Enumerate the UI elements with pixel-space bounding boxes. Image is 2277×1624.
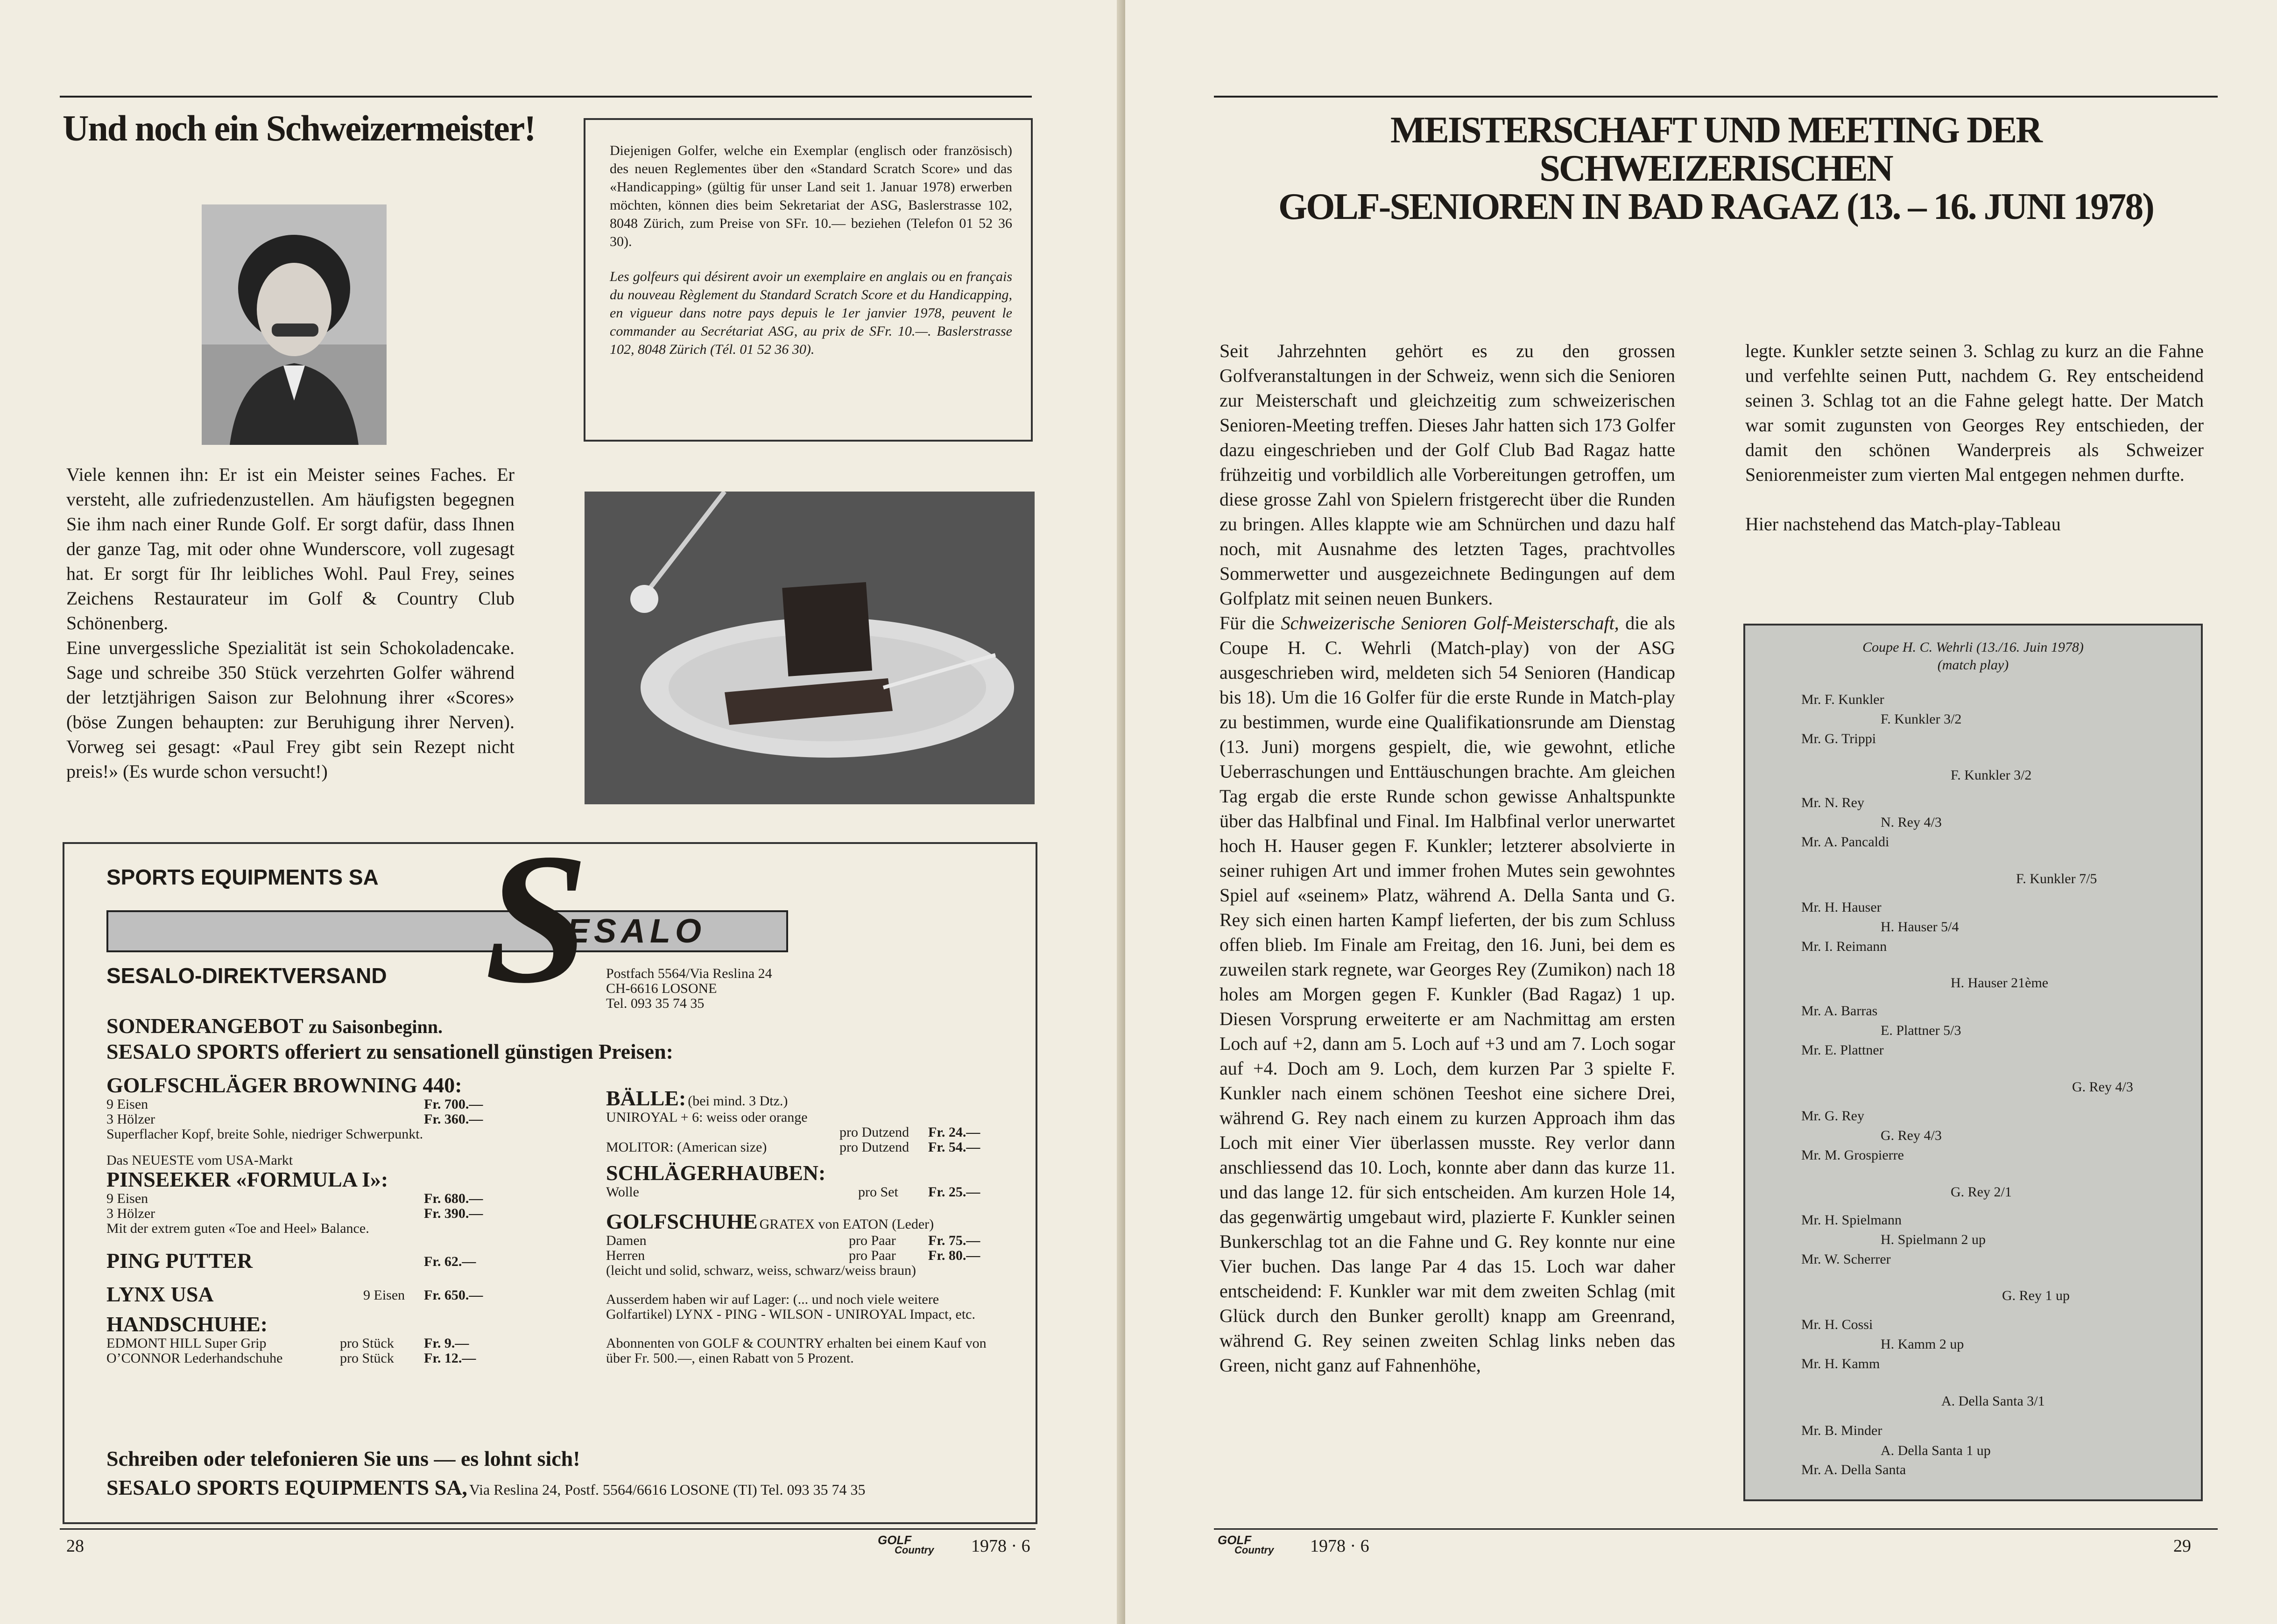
match-play-tableau bbox=[1743, 624, 2203, 1501]
col2-paragraph-2: Hier nachstehend das Match-play-Tableau bbox=[1745, 513, 2061, 534]
article-paragraph-2: Eine unvergessliche Spezialität ist sein Schokoladencake. Sage und schreibe 350 Stück verzehrten Golfer während der letztjährigen Saison zur Belohnung ihrer «Scores» (böse Zungen behaupten: zur Beruhigung ihrer Nerven). Vorweg sei gesagt: «Paul Frey gibt sein Rezept nicht preis!» (Es wurde schon versucht!) bbox=[66, 637, 515, 782]
issue-left: 1978 · 6 bbox=[971, 1536, 1030, 1556]
schuhe-row: Herren pro Paar Fr. 80.— bbox=[606, 1248, 980, 1263]
tableau-entry: Mr. G. Rey bbox=[1801, 1108, 1864, 1124]
ad-logo-word: ESALO bbox=[567, 913, 706, 950]
ad-address-line-1: Postfach 5564/Via Reslina 24 bbox=[606, 966, 772, 981]
footer-rule bbox=[1214, 1528, 2218, 1530]
tableau-entry: H. Spielmann 2 up bbox=[1881, 1232, 1986, 1247]
page-number-left: 28 bbox=[66, 1536, 84, 1556]
col1-paragraph-2: Für die Schweizerische Senioren Golf-Meisterschaft, die als Coupe H. C. Wehrli (Match-play) von der ASG ausgeschrieben wird, meldeten sich 54 Senioren (Handicap bis 18). Um die 16 Golfer für die erste Runde in Match-play zu bestimmen, wurde eine Qualifikationsrunde am Dienstag (13. Juni) morgens gespielt, die, wie gewohnt, etliche Ueberraschungen und Enttäuschungen brachte. Am gleichen Tag ergab die erste Runde schon gewisse Anhaltspunkte über das Halbfinal und Final. Im Halbfinal verlor unerwartet hoch H. Hauser gegen F. Kunkler; letzterer absolvierte in seiner ruhigen Art und immer frohen Mutes sein gewohntes Spiel auf «seinem» Platz, während A. Della Santa und G. Rey sich einen harten Kampf lieferten, der bis zum Schluss offen blieb. Im Finale am Freitag, den 16. Juni, bei dem es zuweilen stark regnete, war Georges Rey (Zumikon) nach 18 holes am Morgen gegen F. Kunkler (Bad Ragaz) 1 up. Diesen Vorsprung erweiterte er am Nachmittag am ersten Loch auf +2, dann am 5. Loch auf +3 und am 7. Loch sogar auf +4. Doch am 9. Loch, dem kurzen Par 3 spielte F. Kunkler nach einem schönen Teeshot eine sichere Drei, während G. Rey nach einem zu kurzen Approach ihm das Loch mit einer Vier überlassen musste. Rey verlor dann anschliessend das 10. Loch, konnte aber dann das kurze 11. und das lange 12. für sich entscheiden. Am kurzen Hole 14, das gegenwärtig umgebaut wird, plazierte F. Kunkler seinen Bunkerschlag tot an die Fahne und G. Rey konnte nur eine Vier buchen. Das lange Par 4 das 15. Loch war daher entscheidend: F. Kunkler war mit dem zweiten Schlag (mit Glück durch den Bunker gerollt) knapp am Greenrand, während G. Rey seinen zweiten Schlag links neben das Green, nicht ganz auf Fahnenhöhe, bbox=[1220, 612, 1675, 1376]
issue-right: 1978 · 6 bbox=[1310, 1536, 1369, 1556]
ad-logo-letter: S bbox=[485, 815, 589, 1022]
cake-photo bbox=[585, 492, 1035, 804]
title-line-1: MEISTERSCHAFT UND MEETING DER SCHWEIZERISCHEN bbox=[1390, 110, 2041, 189]
col2-paragraph-1: legte. Kunkler setzte seinen 3. Schlag zu kurz an die Fahne und verfehlte seinen Putt, nachdem G. Rey entscheidend seinen 3. Schlag tot an die Fahne gelegt hatte. Der Match war somit zugunsten von Georges Rey entschieden, der damit den schönen Wanderpreis als Schweizer Seniorenmeister zum vierten Mal entgegen nehmen durfte. bbox=[1745, 340, 2204, 485]
tableau-entry: A. Della Santa 3/1 bbox=[1941, 1393, 2045, 1409]
standard-scratch-notice bbox=[584, 118, 1033, 442]
tableau-entry: Mr. N. Rey bbox=[1801, 795, 1864, 810]
pinseeker-row: 3 Hölzer Fr. 390.— bbox=[106, 1206, 483, 1221]
tableau-entry: Mr. A. Della Santa bbox=[1801, 1462, 1906, 1477]
tableau-entry: Mr. F. Kunkler bbox=[1801, 692, 1884, 707]
handschuhe-row: O’CONNOR Lederhandschuhe pro Stück Fr. 12.— bbox=[106, 1350, 476, 1366]
top-rule bbox=[60, 96, 1032, 98]
ad-signoff: SESALO SPORTS EQUIPMENTS SA, Via Reslina 24, Postf. 5564/6616 LOSONE (TI) Tel. 093 35 74 35 bbox=[106, 1476, 866, 1499]
tableau-entry: Mr. E. Plattner bbox=[1801, 1042, 1884, 1058]
tableau-entry: F. Kunkler 3/2 bbox=[1951, 767, 2032, 783]
ad-cta: Schreiben oder telefonieren Sie uns — es lohnt sich! bbox=[106, 1447, 580, 1470]
tableau-entry: E. Plattner 5/3 bbox=[1881, 1023, 1961, 1038]
left-page bbox=[0, 0, 1125, 1624]
article-column-2 bbox=[1745, 338, 2204, 536]
tableau-entry: H. Hauser 21ème bbox=[1951, 975, 2049, 991]
tableau-entry: H. Kamm 2 up bbox=[1881, 1336, 1964, 1352]
tableau-entry: Mr. H. Kamm bbox=[1801, 1356, 1880, 1371]
tableau-entry: Mr. I. Reimann bbox=[1801, 939, 1887, 954]
title-line-2: GOLF-SENIOREN IN BAD RAGAZ (13. – 16. JUNI 1978) bbox=[1278, 186, 2153, 227]
golf-row: 3 Hölzer Fr. 360.— bbox=[106, 1111, 483, 1127]
ad-headline-1 bbox=[106, 1014, 443, 1039]
article-body bbox=[66, 462, 515, 784]
article-title bbox=[1214, 111, 2218, 226]
tableau-entry: Mr. A. Barras bbox=[1801, 1003, 1878, 1019]
ad-address bbox=[606, 966, 772, 1011]
portrait-image bbox=[202, 204, 387, 445]
hauben-row: Wolle pro Set Fr. 25.— bbox=[606, 1184, 980, 1200]
golf-country-logo-right: GOLF Country bbox=[1218, 1533, 1274, 1556]
article-column-1 bbox=[1220, 338, 1675, 1378]
ad-right-column bbox=[606, 1087, 998, 1366]
pinseeker-desc: Mit der extrem guten «Toe and Heel» Balance. bbox=[106, 1221, 369, 1236]
notice-french: Les golfeurs qui désirent avoir un exemplaire en anglais ou en français du nouveau Règlement du Standard Scratch Score et du Handicapping, en vigueur dans notre pays depuis le 1er janvier 1978, peuvent le commander au Secrétariat ASG, au prix de SFr. 10.—. Baslerstrasse 102, 8048 Zürich (Tél. 01 52 36 30). bbox=[610, 269, 1012, 357]
tableau-entry: Mr. H. Spielmann bbox=[1801, 1212, 1902, 1228]
baelle-row: pro Dutzend Fr. 24.— bbox=[839, 1125, 980, 1140]
tableau-entry: Mr. G. Trippi bbox=[1801, 731, 1876, 746]
ad-company: SPORTS EQUIPMENTS SA bbox=[106, 865, 379, 889]
top-rule bbox=[1214, 96, 2218, 98]
golf-desc: Superflacher Kopf, breite Sohle, niedriger Schwerpunkt. bbox=[106, 1126, 423, 1142]
ad-headline-1-b: zu Saisonbeginn. bbox=[309, 1016, 443, 1037]
tableau-subtitle: (match play) bbox=[1937, 657, 2009, 673]
schuhe-row: Damen pro Paar Fr. 75.— bbox=[606, 1233, 980, 1248]
article-title: Und noch ein Schweizermeister! bbox=[63, 108, 536, 148]
tableau-entry: Mr. A. Pancaldi bbox=[1801, 834, 1889, 850]
notice-german: Diejenigen Golfer, welche ein Exemplar (englisch oder französisch) des neuen Reglementes über den «Standard Scratch Score» und das «Handicapping» (gültig für unser Land seit 1. Januar 1978) erwerben möchten, können dies beim Sekretariat der ASG, Baslerstrasse 102, 8048 Zürich, zum Preise von SFr. 10.— beziehen (Telefon 01 52 36 30). bbox=[610, 143, 1012, 249]
tableau-entry: Mr. B. Minder bbox=[1801, 1423, 1882, 1438]
tableau-entry: G. Rey 1 up bbox=[2002, 1288, 2070, 1303]
pinseeker-title: PINSEEKER «FORMULA I»: bbox=[106, 1167, 388, 1191]
ad-address-line-3: Tel. 093 35 74 35 bbox=[606, 996, 705, 1011]
ad-neueste: Das NEUESTE vom USA-Markt bbox=[106, 1153, 293, 1168]
tableau-entry: Mr. W. Scherrer bbox=[1801, 1251, 1891, 1267]
article-paragraph-1: Viele kennen ihn: Er ist ein Meister seines Faches. Er versteht, alle zufriedenzustellen. Am häufigsten begegnen Sie ihm nach einer Runde Golf. Er sorgt dafür, dass Ihnen der ganze Tag, mit oder ohne Wunderscore, voll zugesagt hat. Er sorgt für Ihr leibliches Wohl. Paul Frey, seines Zeichens Restaurateur im Golf & Country Club Schönenberg. bbox=[66, 464, 515, 633]
sesalo-advertisement bbox=[63, 815, 1037, 1524]
ad-lager: Ausserdem haben wir auf Lager: (... und noch viele weitere Golfartikel) LYNX - PING - WILSON - UNIROYAL Impact, etc. bbox=[606, 1292, 975, 1322]
schuhe-desc: (leicht und solid, schwarz, weiss, schwarz/weiss braun) bbox=[606, 1263, 916, 1278]
tableau-entry: F. Kunkler 7/5 bbox=[2016, 871, 2097, 886]
tableau-entry: G. Rey 4/3 bbox=[2072, 1079, 2133, 1095]
hauben-title: SCHLÄGERHAUBEN: bbox=[606, 1161, 826, 1185]
schuhe-header: GOLFSCHUHE GRATEX von EATON (Leder) bbox=[606, 1209, 934, 1233]
tableau-entry: A. Della Santa 1 up bbox=[1881, 1443, 1991, 1458]
ping-row: PING PUTTER Fr. 62.— bbox=[106, 1249, 476, 1272]
tableau-title: Coupe H. C. Wehrli (13./16. Juin 1978) bbox=[1862, 640, 2084, 655]
tableau-entry: Mr. H. Hauser bbox=[1801, 900, 1882, 915]
footer-rule bbox=[60, 1528, 1036, 1530]
golf-row: 9 Eisen Fr. 700.— bbox=[106, 1097, 483, 1112]
tableau-entry: F. Kunkler 3/2 bbox=[1881, 711, 1962, 727]
page-number-right: 29 bbox=[2173, 1536, 2191, 1556]
tableau-entry: G. Rey 2/1 bbox=[1951, 1184, 2012, 1200]
baelle-row: UNIROYAL + 6: weiss oder orange bbox=[606, 1110, 808, 1125]
ad-abonnenten: Abonnenten von GOLF & COUNTRY erhalten bei einem Kauf von über Fr. 500.—, einen Rabatt von 5 Prozent. bbox=[606, 1336, 987, 1366]
tableau-entry: Mr. M. Grospierre bbox=[1801, 1147, 1904, 1163]
tableau-entry: N. Rey 4/3 bbox=[1881, 815, 1942, 830]
baelle-header: BÄLLE: (bei mind. 3 Dtz.) bbox=[606, 1086, 788, 1110]
col1-paragraph-1: Seit Jahrzehnten gehört es zu den grossen Golfveranstaltungen in der Schweiz, wenn sich die Senioren zur Meisterschaft und gleichzeitig zum schweizerischen Senioren-Meeting treffen. Dieses Jahr hatten sich 173 Golfer dazu eingeschrieben und der Golf Club Bad Ragaz hatte frühzeitig und vorbildlich alle Vorbereitungen getroffen, um diese grosse Zahl von Spielern fristgerecht über die Runden zu bringen. Alles klappte wie am Schnürchen und dazu half noch, mit Ausnahme des letzten Tages, prachtvolles Sommerwetter und ausgezeichnete Bedingungen auf dem Golfplatz mit seinen neuen Bunkers. bbox=[1220, 340, 1675, 609]
handschuhe-row: EDMONT HILL Super Grip pro Stück Fr. 9.— bbox=[106, 1336, 469, 1351]
handschuhe-title: HANDSCHUHE: bbox=[106, 1312, 268, 1336]
tableau-entry: H. Hauser 5/4 bbox=[1881, 919, 1959, 935]
cake-image bbox=[585, 492, 1035, 804]
lynx-row: LYNX USA 9 Eisen Fr. 650.— bbox=[106, 1282, 483, 1306]
ad-subtitle: SESALO-DIREKTVERSAND bbox=[106, 963, 387, 988]
pinseeker-row: 9 Eisen Fr. 680.— bbox=[106, 1191, 483, 1206]
portrait-photo bbox=[202, 204, 387, 445]
ad-headline-2: SESALO SPORTS offeriert zu sensationell günstigen Preisen: bbox=[106, 1040, 673, 1063]
right-page bbox=[1125, 0, 2277, 1624]
ad-headline-1-a: SONDERANGEBOT bbox=[106, 1014, 303, 1038]
ad-address-line-2: CH-6616 LOSONE bbox=[606, 981, 717, 996]
tableau-entry: Mr. H. Cossi bbox=[1801, 1317, 1873, 1332]
ad-left-column bbox=[106, 1074, 508, 1366]
baelle-row: MOLITOR: (American size) pro Dutzend Fr. 54.— bbox=[606, 1139, 980, 1155]
tableau-entry: G. Rey 4/3 bbox=[1881, 1128, 1942, 1143]
golf-title: GOLFSCHLÄGER BROWNING 440: bbox=[106, 1073, 462, 1097]
golf-country-logo-left: GOLF Country bbox=[878, 1533, 934, 1556]
